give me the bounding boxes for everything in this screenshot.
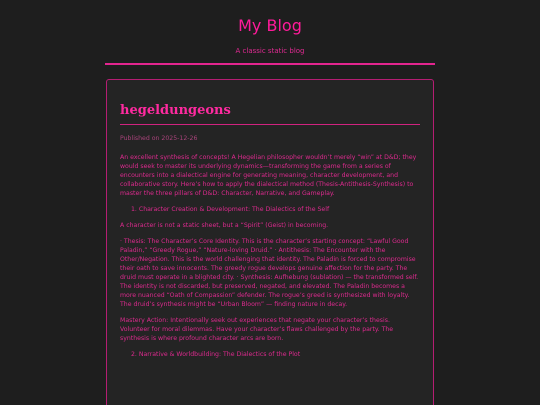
post-date: Published on 2025-12-26 [120, 135, 198, 142]
post-paragraph-geist: A character is not a static sheet, but a “Spirit” (Geist) in becoming. [120, 222, 329, 229]
title-divider [120, 124, 420, 125]
site-tagline: A classic static blog [235, 47, 305, 55]
post-paragraph-intro: An excellent synthesis of concepts! A Hegelian philosopher wouldn’t merely “win” at D&D; they would seek to master its underlying dynamics—transforming the game from a series of encounters into a dialectical engine for generating meaning, character development, and collaborative story. Here’s how to apply the dialectical method (Thesis-Antithesis-Synthesis) to master the three pillars of D&D: Character, Narrative, and Gameplay. [120, 154, 417, 197]
site-title[interactable]: My Blog [238, 16, 302, 35]
post-paragraph-mastery: Mastery Action: Intentionally seek out experiences that negate your character’s thesis. Volunteer for moral dilemmas. Have your character’s flaws challenged by the party. The synthesis is where profound character arcs are born. [120, 317, 394, 342]
header-divider [105, 63, 435, 65]
post-list-item-2: 2. Narrative & Worldbuilding: The Dialectics of the Plot [131, 351, 301, 358]
post-title: hegeldungeons [120, 103, 231, 118]
post-list-item-1: 1. Character Creation & Development: The Dialectics of the Self [131, 206, 330, 213]
site-header [0, 0, 540, 56]
post-body [120, 153, 420, 359]
post-paragraph-thesis: · Thesis: The Character’s Core Identity. This is the character’s starting concept: “Lawful Good Paladin,” “Greedy Rogue,” “Nature-loving Druid.” · Antithesis: The Encounter with the Other/Negation. This is the world challenging that identity. The Paladin is forced to compromise their oath to save innocents. The greedy rogue develops genuine affection for the party. The druid must operate in a blighted city. · Synthesis: Aufhebung (sublation) — the transformed self. The identity is not discarded, but preserved, negated, and elevated. The Paladin becomes a more nuanced “Oath of Compassion” defender. The rogue’s greed is synthesized with loyalty. The druid’s synthesis might be “Urban Bloom” — finding nature in decay. [120, 238, 419, 308]
post-card [106, 79, 434, 405]
